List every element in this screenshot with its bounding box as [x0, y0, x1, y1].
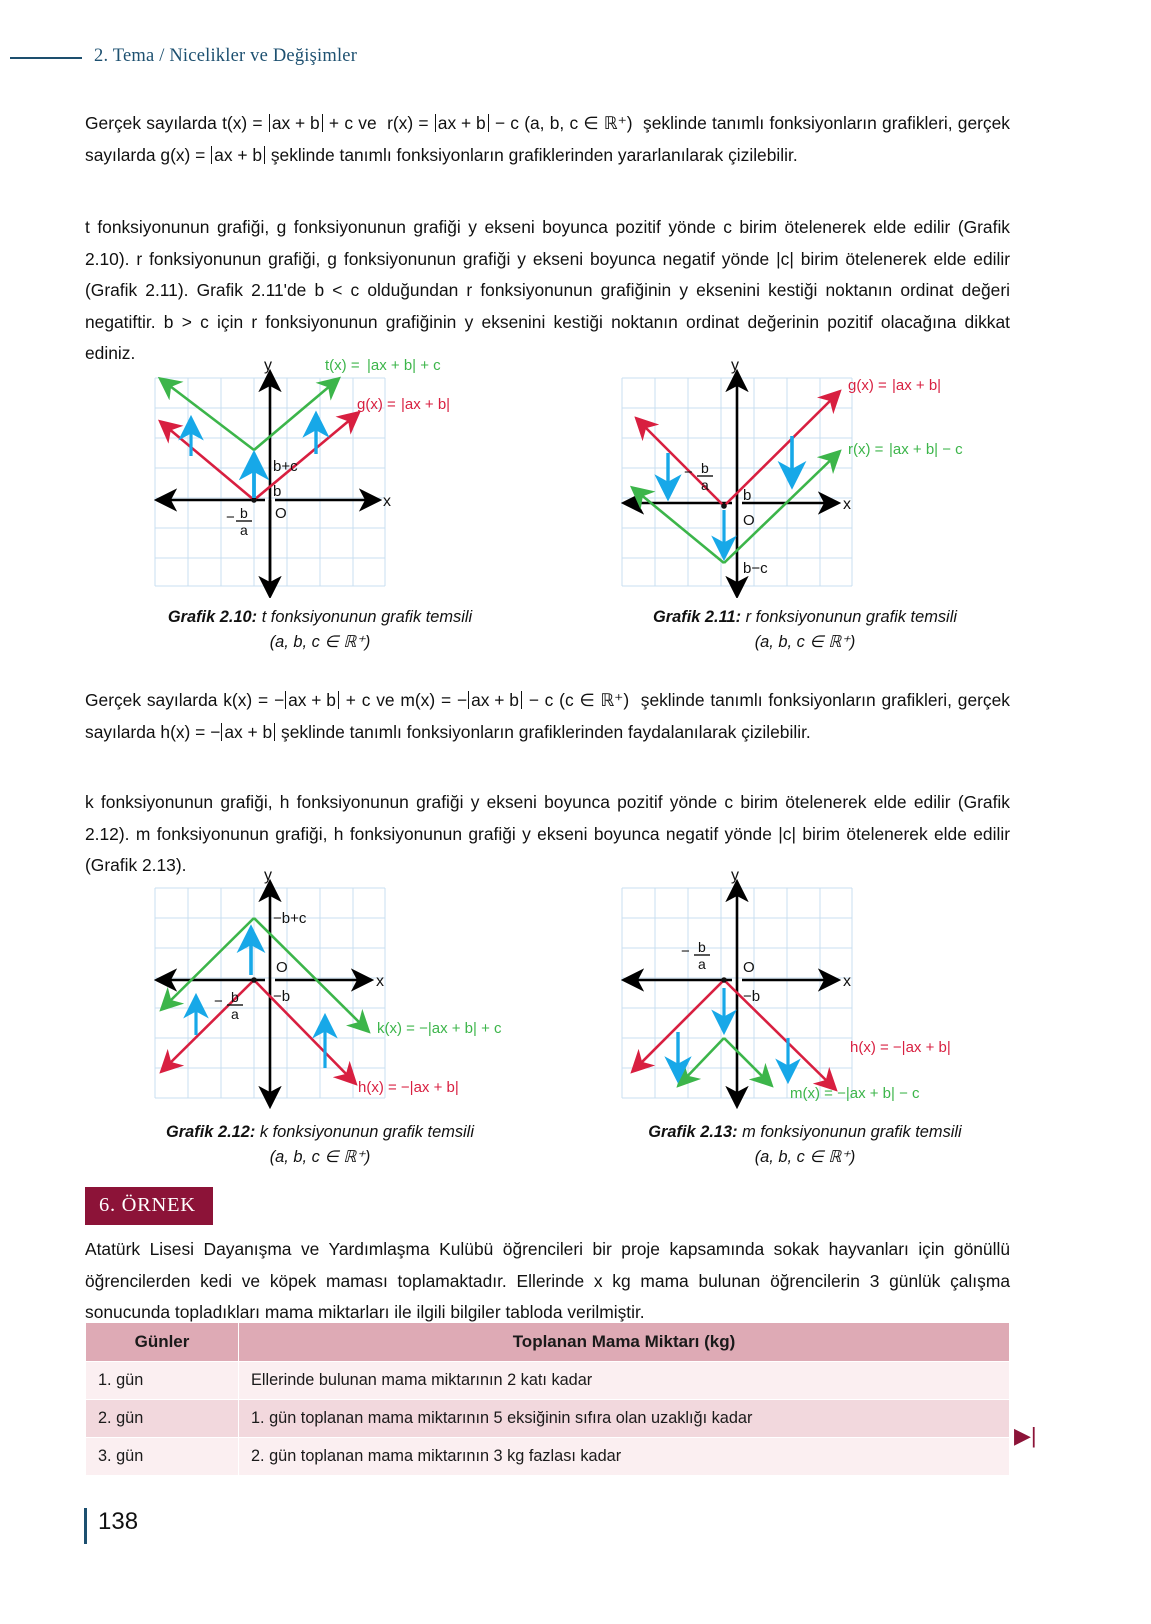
green-curve-left	[162, 380, 254, 450]
green-curve-left	[680, 1038, 724, 1084]
svg-text:−: −	[214, 993, 223, 1010]
table-cell-desc: 1. gün toplanan mama miktarının 5 eksiğinin sıfıra olan uzaklığı kadar	[239, 1400, 1010, 1438]
table-cell-desc: 2. gün toplanan mama miktarının 3 kg fazlası kadar	[239, 1438, 1010, 1476]
svg-text:|ax + b| + c: |ax + b| + c	[367, 358, 441, 374]
green-function-label: r(x) =	[848, 441, 884, 458]
grafik-2-11-caption	[585, 605, 1025, 655]
red-function-label: g(x) =	[357, 396, 396, 413]
green-curve-right	[724, 453, 838, 563]
svg-text:a: a	[701, 477, 709, 493]
caption-sub-2-10: (a, b, c ∈ ℝ⁺)	[269, 633, 371, 651]
caption-rest-2-10: t fonksiyonunun grafik temsili	[257, 608, 473, 626]
label-b-minus-c: b−c	[743, 560, 768, 577]
table-cell-day: 2. gün	[86, 1400, 239, 1438]
svg-text:−: −	[684, 464, 693, 481]
x-axis-label: x	[843, 496, 851, 513]
paragraph-4: k fonksiyonunun grafiği, h fonksiyonunun grafiği y ekseni boyunca pozitif yönde c birim ötelenerek elde edilir (Grafik 2.12). m fonksiyonunun grafiği, h fonksiyonunun grafiği y ekseni boyunca negatif yönde |c| birim ötelenerek elde edilir (Grafik 2.13).	[85, 792, 1010, 875]
svg-text:|ax + b| − c: |ax + b| − c	[889, 441, 963, 458]
y-axis-label: y	[264, 870, 272, 884]
svg-text:a: a	[698, 956, 706, 972]
caption-rest-2-11: r fonksiyonunun grafik temsili	[741, 608, 957, 626]
svg-text:−: −	[681, 943, 690, 960]
caption-bold-2-10: Grafik 2.10:	[167, 608, 258, 626]
footer-rule	[84, 1508, 87, 1544]
svg-text:a: a	[231, 1006, 239, 1022]
table-header-row	[86, 1323, 1010, 1362]
table-cell-day: 1. gün	[86, 1362, 239, 1400]
label-minus-b-over-a	[226, 505, 252, 538]
next-page-arrow-icon[interactable]: ▶|	[1014, 1423, 1037, 1448]
red-function-label: h(x) = −|ax + b|	[358, 1079, 459, 1096]
grafik-2-10	[145, 358, 495, 603]
caption-sub-2-13: (a, b, c ∈ ℝ⁺)	[754, 1148, 856, 1166]
vertex-dot	[251, 977, 257, 983]
page-number: 138	[98, 1508, 139, 1535]
y-axis-label: y	[264, 358, 272, 374]
label-minus-b: −b	[273, 988, 291, 1005]
origin-label: O	[743, 512, 755, 529]
x-axis-label: x	[843, 973, 851, 990]
label-b-plus-c: b+c	[273, 458, 298, 475]
red-curve-right	[724, 980, 834, 1088]
x-axis-label: x	[383, 493, 391, 510]
red-function-label: g(x) =	[848, 377, 887, 394]
svg-text:b: b	[231, 989, 239, 1005]
svg-text:|ax + b|: |ax + b|	[401, 396, 451, 413]
caption-bold-2-11: Grafik 2.11:	[653, 608, 742, 626]
ornek-badge: 6. ÖRNEK	[85, 1187, 213, 1225]
grafik-2-10-svg	[145, 358, 495, 598]
green-function-label: k(x) = −|ax + b| + c	[377, 1020, 502, 1037]
table-cell-day: 3. gün	[86, 1438, 239, 1476]
header-rule	[10, 57, 82, 59]
grafik-2-12	[145, 870, 525, 1123]
label-b: b	[273, 483, 282, 500]
label-minus-b-over-a	[681, 939, 710, 972]
origin-label: O	[276, 959, 288, 976]
paragraph-2: t fonksiyonunun grafiği, g fonksiyonunun grafiği y ekseni boyunca pozitif yönde c birim ötelenerek elde edilir (Grafik 2.10). r fonksiyonunun grafiği, g fonksiyonunun grafiği y ekseni boyunca negatif yönde |c| birim ötelenerek elde edilir (Grafik 2.11). Grafik 2.11'de b < c olduğundan r fonksiyonunun grafiğinin y eksenini kestiği noktanın ordinat değeri negatiftir. b > c için r fonksiyonunun grafiğinin y eksenini kestiği noktanın ordinat değerinin pozitif olacağına dikkat ediniz.	[85, 217, 1010, 363]
y-axis-label: y	[731, 870, 739, 884]
page-title: 2. Tema / Nicelikler ve Değişimler	[94, 46, 358, 66]
table-header-gunler: Günler	[86, 1323, 239, 1362]
grafik-2-13-caption	[585, 1120, 1025, 1170]
origin-label: O	[275, 505, 287, 522]
grafik-2-12-caption	[110, 1120, 530, 1170]
origin-label: O	[743, 959, 755, 976]
svg-text:b: b	[698, 939, 706, 955]
paragraph-1: Gerçek sayılarda t(x) = ax + b + c ve r(x) = ax + b − c (a, b, c ∈ ℝ⁺) şeklinde tanımlı fonksiyonların grafikleri, gerçek sayılarda g(x) = ax + b şeklinde tanımlı fonksiyonların grafiklerinden yararlanılarak çizilebilir.	[85, 113, 1010, 165]
table-cell-desc: Ellerinde bulunan mama miktarının 2 katı kadar	[239, 1362, 1010, 1400]
svg-text:b: b	[240, 505, 248, 521]
grafik-2-13-svg	[612, 870, 992, 1118]
grafik-2-11-svg	[612, 358, 992, 598]
vertex-dot	[721, 977, 727, 983]
label-minus-b-plus-c: −b+c	[273, 910, 307, 927]
table-row	[86, 1362, 1010, 1400]
caption-sub-2-11: (a, b, c ∈ ℝ⁺)	[754, 633, 856, 651]
y-axis-label: y	[731, 358, 739, 374]
table-row	[86, 1400, 1010, 1438]
caption-rest-2-12: k fonksiyonunun grafik temsili	[255, 1123, 474, 1141]
svg-text:−: −	[226, 509, 235, 526]
red-curve-left	[162, 423, 254, 500]
grafik-2-13	[612, 870, 992, 1123]
green-function-label: t(x) =	[325, 358, 360, 374]
caption-bold-2-12: Grafik 2.12:	[166, 1123, 256, 1141]
example-paragraph: Atatürk Lisesi Dayanışma ve Yardımlaşma Kulübü öğrencileri bir proje kapsamında sokak hayvanları için gönüllü öğrencilerden kedi ve köpek maması toplamaktadır. Ellerinde x kg mama bulunan öğrencilerin 3 günlük çalışma sonucunda topladıkları mama miktarları ile ilgili bilgiler tabloda verilmiştir.	[85, 1239, 1010, 1322]
green-curve-right	[724, 1038, 770, 1084]
red-curve-left	[638, 420, 724, 506]
svg-text:a: a	[240, 522, 248, 538]
green-function-label: m(x) = −|ax + b| − c	[790, 1085, 920, 1102]
red-function-label: h(x) = −|ax + b|	[850, 1039, 951, 1056]
grafik-2-12-svg	[145, 870, 525, 1118]
vertex-dot	[251, 497, 257, 503]
green-curve-left	[634, 489, 724, 563]
red-curve-right	[724, 393, 838, 506]
table-header-miktar: Toplanan Mama Miktarı (kg)	[239, 1323, 1010, 1362]
label-b: b	[743, 487, 752, 504]
label-minus-b: −b	[743, 988, 761, 1005]
mama-table	[85, 1322, 1010, 1476]
svg-text:b: b	[701, 460, 709, 476]
caption-bold-2-13: Grafik 2.13:	[648, 1123, 738, 1141]
caption-sub-2-12: (a, b, c ∈ ℝ⁺)	[269, 1148, 371, 1166]
page-header	[0, 46, 1151, 70]
caption-rest-2-13: m fonksiyonunun grafik temsili	[737, 1123, 962, 1141]
paragraph-3: Gerçek sayılarda k(x) = − ax + b + c ve m(x) = − ax + b − c (c ∈ ℝ⁺) şeklinde tanımlı fonksiyonların grafikleri, gerçek sayılarda h(x) = − ax + b şeklinde tanımlı fonksiyonların grafiklerinden faydalanılarak çizilebilir.	[85, 690, 1010, 742]
grafik-2-10-caption	[110, 605, 530, 655]
vertex-dot	[721, 503, 727, 509]
table-row	[86, 1438, 1010, 1476]
x-axis-label: x	[376, 973, 384, 990]
svg-text:|ax + b|: |ax + b|	[892, 377, 942, 394]
grafik-2-11	[612, 358, 992, 603]
